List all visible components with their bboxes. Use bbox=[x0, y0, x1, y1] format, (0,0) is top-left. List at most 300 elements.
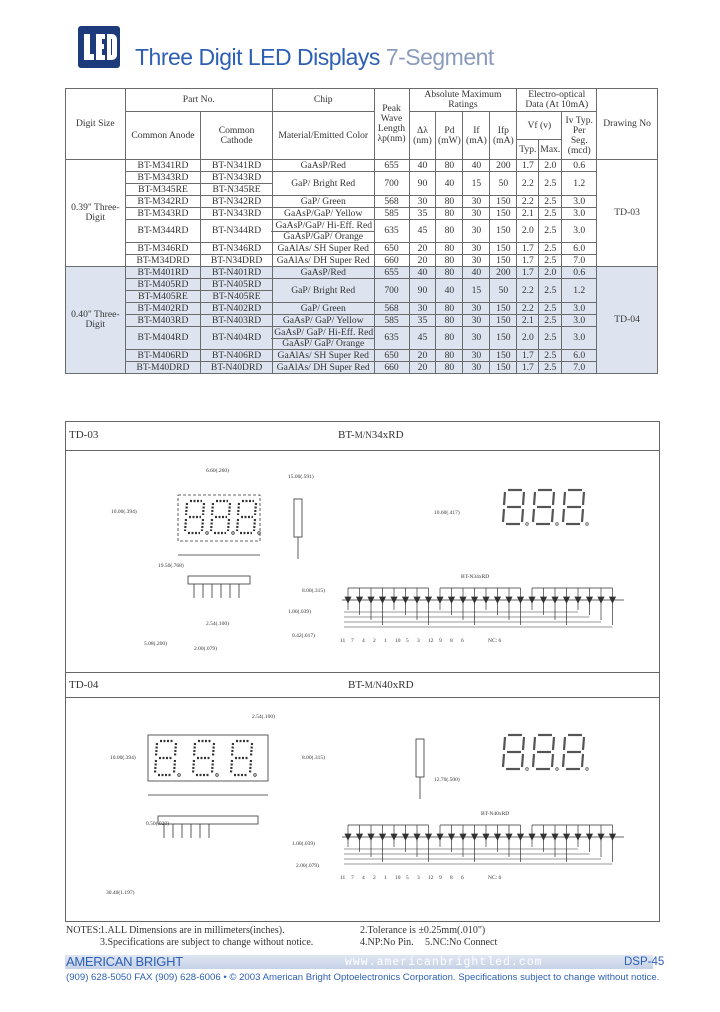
segment bbox=[583, 737, 584, 750]
cell-pd: 40 bbox=[436, 172, 463, 196]
cell-iv: 7.0 bbox=[562, 255, 597, 267]
cell-vf-typ: 1.7 bbox=[517, 160, 539, 172]
segment bbox=[231, 760, 232, 773]
part-suffix: 40xRD bbox=[381, 679, 414, 691]
table-row bbox=[66, 362, 658, 374]
segment bbox=[563, 754, 564, 767]
segment bbox=[250, 760, 251, 773]
cell-pd: 80 bbox=[436, 243, 463, 255]
cell-vf-typ: 2.2 bbox=[517, 279, 539, 303]
segment bbox=[522, 754, 523, 767]
cell-peak: 655 bbox=[374, 160, 409, 172]
nc-label: NC: 6 bbox=[488, 638, 502, 644]
anode-part: BT-M401RD bbox=[125, 267, 201, 279]
cathode-part: BT-N34DRD bbox=[201, 255, 273, 267]
anode-part: BT-M345RE bbox=[125, 184, 201, 196]
cell-vf-max: 2.0 bbox=[539, 160, 562, 172]
cell-iv: 3.0 bbox=[562, 315, 597, 327]
cathode-part: BT-N403RD bbox=[201, 315, 273, 327]
cell-vf-typ: 1.7 bbox=[517, 362, 539, 374]
part-prefix: BT- bbox=[348, 679, 365, 691]
segment bbox=[504, 492, 505, 505]
cell-dl: 30 bbox=[409, 196, 436, 208]
segment bbox=[533, 509, 534, 522]
cell-iv: 0.6 bbox=[562, 267, 597, 279]
cell-vf-max: 2.5 bbox=[539, 243, 562, 255]
part-mn: M/N bbox=[364, 680, 382, 690]
page-number: DSP-45 bbox=[624, 956, 665, 968]
cell-peak: 700 bbox=[374, 279, 409, 303]
hdr-abs-max: Absolute Maximum Ratings bbox=[409, 89, 517, 112]
cell-ifp: 150 bbox=[490, 208, 517, 220]
cell-ifp: 200 bbox=[490, 160, 517, 172]
cell-vf-typ: 2.0 bbox=[517, 327, 539, 350]
side-view bbox=[294, 499, 302, 559]
circuit-title: BT-N40xRD bbox=[481, 811, 510, 817]
cell-dl: 40 bbox=[409, 267, 436, 279]
dimension-label: 2.54(.100) bbox=[252, 714, 275, 720]
segment bbox=[185, 519, 186, 531]
anode-part: BT-M341RD bbox=[125, 160, 201, 172]
table-row bbox=[66, 255, 658, 267]
side-view bbox=[416, 739, 424, 799]
footer-brand: AMERICAN BRIGHT bbox=[66, 954, 183, 969]
table-row bbox=[66, 220, 658, 243]
table-row bbox=[66, 279, 658, 291]
cell-vf-typ: 1.7 bbox=[517, 243, 539, 255]
anode-part: BT-M40DRD bbox=[125, 362, 201, 374]
cell-ifp: 150 bbox=[490, 220, 517, 243]
dimension-label: 8.00(.315) bbox=[302, 588, 325, 594]
pin-number: 3 bbox=[417, 875, 420, 881]
pin-number: 12 bbox=[428, 875, 434, 881]
segment bbox=[564, 492, 565, 505]
cell-iv: 3.0 bbox=[562, 208, 597, 220]
note-1: 1.ALL Dimensions are in millimeters(inches). bbox=[100, 925, 285, 936]
hdr-digit-size: Digit Size bbox=[66, 89, 126, 160]
chip-line-1: GaAsP/ GaP/ Hi-Eff. Red bbox=[271, 328, 374, 339]
cell-ifp: 150 bbox=[490, 315, 517, 327]
segment bbox=[194, 743, 195, 756]
chip-material: GaAsP/Red bbox=[272, 160, 374, 172]
dimension-labels bbox=[111, 467, 460, 652]
cell-vf-typ: 2.1 bbox=[517, 208, 539, 220]
pin-number: 8 bbox=[450, 638, 453, 644]
cell-iv: 0.6 bbox=[562, 160, 597, 172]
cell-vf-max: 2.0 bbox=[539, 267, 562, 279]
cell-dl: 20 bbox=[409, 350, 436, 362]
cell-dl: 35 bbox=[409, 315, 436, 327]
cell-if: 30 bbox=[463, 350, 490, 362]
cell-pd: 40 bbox=[436, 279, 463, 303]
table-row bbox=[66, 243, 658, 255]
hdr-chip: Chip bbox=[272, 89, 374, 112]
cell-ifp: 150 bbox=[490, 255, 517, 267]
cell-vf-max: 2.5 bbox=[539, 362, 562, 374]
anode-part: BT-M405RD bbox=[125, 279, 201, 291]
pin-number: 2 bbox=[373, 638, 376, 644]
segment bbox=[156, 743, 157, 756]
cell-peak: 635 bbox=[374, 220, 409, 243]
pin-number: 7 bbox=[351, 638, 354, 644]
drawing-label: TD-03 bbox=[69, 429, 99, 441]
segment bbox=[251, 743, 252, 756]
chip-material: GaP/ Green bbox=[272, 196, 374, 208]
cell-peak: 635 bbox=[374, 327, 409, 350]
dimension-label: 12.70(.500) bbox=[434, 777, 460, 783]
cell-vf-typ: 1.7 bbox=[517, 255, 539, 267]
cell-pd: 80 bbox=[436, 315, 463, 327]
hdr-pd: Pd (mW) bbox=[436, 112, 463, 160]
dimension-label: 2.00(.079) bbox=[194, 646, 217, 652]
dimension-label: 0.42(.017) bbox=[292, 633, 315, 639]
cell-vf-typ: 2.2 bbox=[517, 196, 539, 208]
segment bbox=[552, 509, 553, 522]
cell-vf-typ: 2.2 bbox=[517, 172, 539, 196]
table-row bbox=[66, 303, 658, 315]
segment-diagram bbox=[503, 490, 588, 525]
decimal-point bbox=[206, 532, 209, 535]
dimension-label: 0.50(.020) bbox=[146, 821, 169, 827]
segment bbox=[563, 509, 564, 522]
drawing-part-number bbox=[338, 429, 404, 441]
digit-size: 0.39" Three-Digit bbox=[66, 160, 126, 267]
anode-part: BT-M34DRD bbox=[125, 255, 201, 267]
pin-number: 6 bbox=[461, 638, 464, 644]
cell-peak: 700 bbox=[374, 172, 409, 196]
segment bbox=[193, 760, 194, 773]
pin-header bbox=[188, 576, 250, 584]
cell-dl: 90 bbox=[409, 172, 436, 196]
dimension-label: 6.60(.260) bbox=[206, 468, 229, 474]
segment bbox=[582, 754, 583, 767]
cell-dl: 90 bbox=[409, 279, 436, 303]
chip-material: GaAlAs/ SH Super Red bbox=[272, 350, 374, 362]
anode-part: BT-M406RD bbox=[125, 350, 201, 362]
anode-part: BT-M402RD bbox=[125, 303, 201, 315]
segment bbox=[155, 760, 156, 773]
chip-material: GaAsP/ GaP/ Yellow bbox=[272, 315, 374, 327]
segment bbox=[522, 509, 523, 522]
chip-material bbox=[272, 220, 374, 243]
cathode-part: BT-N345RE bbox=[201, 184, 273, 196]
drawing-no: TD-03 bbox=[597, 160, 658, 267]
hdr-material: Material/Emitted Color bbox=[272, 112, 374, 160]
pin-number: 11 bbox=[340, 875, 346, 881]
cell-vf-max: 2.5 bbox=[539, 315, 562, 327]
cell-vf-typ: 2.2 bbox=[517, 303, 539, 315]
segment bbox=[534, 737, 535, 750]
dimension-label: 30.40(1.197) bbox=[106, 890, 135, 896]
cell-pd: 80 bbox=[436, 220, 463, 243]
cell-vf-max: 2.5 bbox=[539, 208, 562, 220]
drawing-no: TD-04 bbox=[597, 267, 658, 374]
company-logo bbox=[78, 26, 120, 68]
cell-vf-max: 2.5 bbox=[539, 350, 562, 362]
table-row bbox=[66, 208, 658, 220]
pin-number: 6 bbox=[461, 875, 464, 881]
dimension-label: 5.08(.200) bbox=[144, 641, 167, 647]
cell-if: 30 bbox=[463, 327, 490, 350]
pin-number: 3 bbox=[417, 638, 420, 644]
chip-line-2: GaAsP/GaP/ Orange bbox=[283, 230, 364, 242]
drawing-part-number bbox=[348, 679, 414, 691]
chip-material: GaP/ Green bbox=[272, 303, 374, 315]
cathode-part: BT-N343RD bbox=[201, 172, 273, 184]
pin-number: 9 bbox=[439, 875, 442, 881]
cell-peak: 568 bbox=[374, 196, 409, 208]
cell-dl: 20 bbox=[409, 362, 436, 374]
chip-material: GaAsP/Red bbox=[272, 267, 374, 279]
cathode-part: BT-N346RD bbox=[201, 243, 273, 255]
table-row bbox=[66, 350, 658, 362]
segment bbox=[533, 754, 534, 767]
cell-ifp: 150 bbox=[490, 362, 517, 374]
segment bbox=[503, 509, 504, 522]
cell-vf-max: 2.5 bbox=[539, 279, 562, 303]
anode-part: BT-M342RD bbox=[125, 196, 201, 208]
hdr-vf-typ: Typ. bbox=[517, 140, 539, 160]
cell-peak: 655 bbox=[374, 267, 409, 279]
decimal-point bbox=[258, 532, 261, 535]
chip-material: GaP/ Bright Red bbox=[272, 279, 374, 303]
cell-dl: 30 bbox=[409, 303, 436, 315]
footer-url[interactable]: www.americanbrightled.com bbox=[345, 956, 543, 969]
pin-number: 5 bbox=[406, 875, 409, 881]
decimal-point bbox=[586, 523, 589, 526]
cell-iv: 3.0 bbox=[562, 196, 597, 208]
pin-number: 4 bbox=[362, 638, 365, 644]
hdr-vf: Vf (v) bbox=[517, 112, 562, 140]
cell-iv: 3.0 bbox=[562, 220, 597, 243]
cell-dl: 40 bbox=[409, 160, 436, 172]
cell-ifp: 150 bbox=[490, 243, 517, 255]
cell-ifp: 50 bbox=[490, 172, 517, 196]
decimal-point bbox=[526, 523, 529, 526]
segment bbox=[212, 503, 213, 515]
note-5: 5.NC:No Connect bbox=[425, 937, 498, 948]
segment bbox=[186, 503, 187, 515]
segment bbox=[211, 519, 212, 531]
table-row bbox=[66, 315, 658, 327]
drawing-panel-td04 bbox=[65, 672, 660, 922]
circuit-title: BT-N34xRD bbox=[461, 574, 490, 580]
segment bbox=[203, 503, 204, 515]
table-row bbox=[66, 172, 658, 184]
pin-number: 10 bbox=[395, 638, 401, 644]
cell-if: 30 bbox=[463, 255, 490, 267]
decimal-point bbox=[254, 774, 257, 777]
cell-dl: 20 bbox=[409, 243, 436, 255]
drawing-panel-td03 bbox=[65, 421, 660, 674]
cell-if: 40 bbox=[463, 267, 490, 279]
segment bbox=[237, 519, 238, 531]
segment bbox=[229, 503, 230, 515]
segment bbox=[174, 760, 175, 773]
pin-number: 1 bbox=[384, 875, 387, 881]
cell-dl: 45 bbox=[409, 220, 436, 243]
chip-material bbox=[272, 327, 374, 350]
hdr-drawing: Drawing No bbox=[597, 89, 658, 160]
cell-iv: 7.0 bbox=[562, 362, 597, 374]
cell-peak: 585 bbox=[374, 208, 409, 220]
cell-peak: 660 bbox=[374, 255, 409, 267]
cell-pd: 80 bbox=[436, 160, 463, 172]
chip-line-1: GaAsP/GaP/ Hi-Eff. Red bbox=[271, 221, 374, 232]
decimal-point bbox=[556, 523, 559, 526]
decimal-point bbox=[526, 768, 529, 771]
note-2: 2.Tolerance is ±0.25mm(.010") bbox=[360, 925, 486, 936]
cell-peak: 650 bbox=[374, 350, 409, 362]
cathode-part: BT-N40DRD bbox=[201, 362, 273, 374]
chip-material: GaAlAs/ SH Super Red bbox=[272, 243, 374, 255]
cell-vf-typ: 2.1 bbox=[517, 315, 539, 327]
cell-pd: 80 bbox=[436, 303, 463, 315]
pin-number: 12 bbox=[428, 638, 434, 644]
dimension-label: 2.54(.100) bbox=[206, 621, 229, 627]
dimension-label: 10.00(.394) bbox=[110, 755, 136, 761]
circuit-diagram bbox=[340, 574, 624, 644]
cell-dl: 20 bbox=[409, 255, 436, 267]
segment bbox=[238, 503, 239, 515]
decimal-point bbox=[586, 768, 589, 771]
cell-vf-max: 2.5 bbox=[539, 303, 562, 315]
cell-vf-max: 2.5 bbox=[539, 255, 562, 267]
segment bbox=[212, 760, 213, 773]
cell-vf-max: 2.5 bbox=[539, 220, 562, 243]
cell-dl: 35 bbox=[409, 208, 436, 220]
title-main: Three Digit LED Displays bbox=[135, 44, 380, 70]
cell-dl: 45 bbox=[409, 327, 436, 350]
segment bbox=[564, 737, 565, 750]
segment-diagram bbox=[503, 735, 588, 770]
decimal-point bbox=[232, 532, 235, 535]
cell-peak: 650 bbox=[374, 243, 409, 255]
anode-part: BT-M403RD bbox=[125, 315, 201, 327]
table-row bbox=[66, 267, 658, 279]
chip-material: GaAsP/GaP/ Yellow bbox=[272, 208, 374, 220]
page-title bbox=[135, 44, 494, 71]
cell-vf-typ: 1.7 bbox=[517, 350, 539, 362]
cell-peak: 585 bbox=[374, 315, 409, 327]
decimal-point bbox=[216, 774, 219, 777]
segment bbox=[534, 492, 535, 505]
notes-label: NOTES: bbox=[66, 925, 101, 936]
hdr-dl: Δλ (nm) bbox=[409, 112, 436, 160]
dimension-label: 8.00(.315) bbox=[302, 755, 325, 761]
cell-pd: 80 bbox=[436, 327, 463, 350]
spec-table bbox=[65, 88, 658, 374]
cell-vf-max: 2.5 bbox=[539, 327, 562, 350]
table-row bbox=[66, 327, 658, 350]
chip-material: GaAlAs/ DH Super Red bbox=[272, 255, 374, 267]
segment bbox=[175, 743, 176, 756]
anode-part: BT-M344RD bbox=[125, 220, 201, 243]
segment bbox=[202, 519, 203, 531]
segment bbox=[583, 492, 584, 505]
dimension-label: 19.50(.768) bbox=[158, 563, 184, 569]
cell-if: 15 bbox=[463, 172, 490, 196]
part-prefix: BT- bbox=[338, 429, 355, 441]
dimension-label: 1.00(.039) bbox=[288, 609, 311, 615]
cell-if: 30 bbox=[463, 315, 490, 327]
cell-pd: 80 bbox=[436, 350, 463, 362]
table-row bbox=[66, 196, 658, 208]
pin-number: 9 bbox=[439, 638, 442, 644]
cell-if: 40 bbox=[463, 160, 490, 172]
segment bbox=[582, 509, 583, 522]
segment bbox=[228, 519, 229, 531]
cell-iv: 1.2 bbox=[562, 279, 597, 303]
anode-part: BT-M343RD bbox=[125, 208, 201, 220]
cathode-part: BT-N343RD bbox=[201, 208, 273, 220]
dimension-label: 10.00(.394) bbox=[111, 509, 137, 515]
cell-vf-typ: 2.0 bbox=[517, 220, 539, 243]
cell-if: 30 bbox=[463, 208, 490, 220]
dimension-label: 2.00(.079) bbox=[296, 863, 319, 869]
segment bbox=[503, 754, 504, 767]
cathode-part: BT-N341RD bbox=[201, 160, 273, 172]
cell-iv: 3.0 bbox=[562, 327, 597, 350]
part-suffix: 34xRD bbox=[371, 429, 404, 441]
cathode-part: BT-N405RE bbox=[201, 291, 273, 303]
chip-line-2: GaAsP/ GaP/ Orange bbox=[282, 337, 365, 349]
cathode-part: BT-N344RD bbox=[201, 220, 273, 243]
circuit-diagram bbox=[340, 811, 624, 881]
cell-peak: 660 bbox=[374, 362, 409, 374]
hdr-ifp: Ifp (mA) bbox=[490, 112, 517, 160]
hdr-part-no: Part No. bbox=[125, 89, 272, 112]
cell-if: 30 bbox=[463, 243, 490, 255]
front-view bbox=[178, 495, 260, 598]
cathode-part: BT-N402RD bbox=[201, 303, 273, 315]
cell-vf-typ: 1.7 bbox=[517, 267, 539, 279]
cell-ifp: 150 bbox=[490, 350, 517, 362]
cell-pd: 80 bbox=[436, 362, 463, 374]
note-4: 4.NP:No Pin. bbox=[360, 937, 414, 948]
digit-size: 0.40" Three-Digit bbox=[66, 267, 126, 374]
segment bbox=[553, 492, 554, 505]
drawing-label: TD-04 bbox=[69, 679, 99, 691]
segment bbox=[523, 737, 524, 750]
pin-number: 5 bbox=[406, 638, 409, 644]
cathode-part: BT-N405RD bbox=[201, 279, 273, 291]
segment bbox=[553, 737, 554, 750]
anode-part: BT-M343RD bbox=[125, 172, 201, 184]
cell-pd: 80 bbox=[436, 267, 463, 279]
hdr-electro: Electro-optical Data (At 10mA) bbox=[517, 89, 597, 112]
hdr-if: If (mA) bbox=[463, 112, 490, 160]
segment bbox=[213, 743, 214, 756]
dimension-label: 1.00(.039) bbox=[292, 841, 315, 847]
segment bbox=[523, 492, 524, 505]
cell-peak: 568 bbox=[374, 303, 409, 315]
side-outline bbox=[416, 739, 424, 777]
cell-iv: 3.0 bbox=[562, 303, 597, 315]
pin-number: 2 bbox=[373, 875, 376, 881]
footer-contact: (909) 628-5050 FAX (909) 628-6006 • © 2003 American Bright Optoelectronics Corporation. Specifications subject to change without notice. bbox=[66, 972, 660, 983]
hdr-peak: Peak Wave Length λp(nm) bbox=[374, 89, 409, 160]
cell-iv: 6.0 bbox=[562, 243, 597, 255]
dimension-label: 15.00(.591) bbox=[288, 474, 314, 480]
title-subtitle: 7-Segment bbox=[385, 44, 494, 70]
note-3: 3.Specifications are subject to change without notice. bbox=[100, 937, 314, 948]
cell-ifp: 150 bbox=[490, 303, 517, 315]
cell-ifp: 150 bbox=[490, 196, 517, 208]
cell-pd: 80 bbox=[436, 196, 463, 208]
pin-header bbox=[158, 816, 258, 824]
cathode-part: BT-N406RD bbox=[201, 350, 273, 362]
